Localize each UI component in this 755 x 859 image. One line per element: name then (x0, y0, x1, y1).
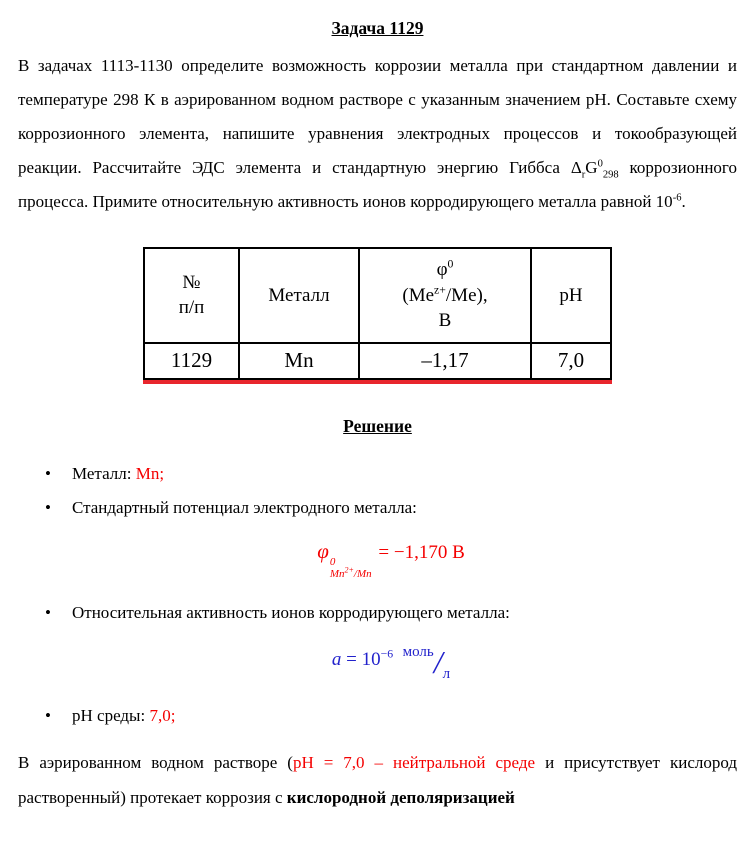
me-charge-superscript: z+ (434, 283, 446, 297)
bullet-ph-text (72, 699, 175, 733)
header-ph: pH (531, 248, 611, 343)
problem-text-start: В задачах 1113-1130 определите возможность коррозии металла при стандартном давлении и температуре 298 К в аэрированном водном растворе с указанным значением pH. Составьте схему коррозионного элемента, напишите уравнения электродных процессов и токообразующей реакции. Рассчитайте ЭДС элемента и стандартную энергию Гиббса Δ (18, 56, 737, 177)
ph-value: 7,0; (149, 706, 176, 726)
conclusion-middle: и присутствует кислород растворенный) протекает коррозия с (18, 753, 738, 808)
metal-label: Металл: (72, 463, 136, 483)
bullet-metal (45, 457, 737, 491)
problem-text-end: . (681, 192, 686, 211)
couple-metal: Mn (329, 568, 345, 581)
conclusion-paragraph (18, 745, 737, 815)
unit-denominator: л (442, 666, 451, 683)
unit-slash: / (433, 644, 443, 681)
header-phi-line (366, 257, 524, 283)
conclusion-ph-note: pH = 7,0 – нейтральной среде (292, 753, 536, 773)
header-volt-line: В (438, 310, 452, 332)
bullet-metal-text (72, 457, 164, 491)
activity-exponent: -6 (672, 192, 682, 204)
table-row (144, 343, 611, 379)
cell-number: 1129 (144, 343, 239, 379)
cell-ph: 7,0 (531, 343, 611, 379)
activity-equals: = 10 (341, 649, 381, 671)
delta-subscript-r: r (581, 169, 586, 181)
header-metal: Металл (239, 248, 359, 343)
conclusion-depolarization: кислородной деполяризацией (286, 788, 515, 808)
bullet-activity (45, 596, 737, 630)
header-number-line1: № (182, 271, 201, 293)
phi-symbol: φ (317, 538, 329, 563)
header-me-line (366, 283, 524, 309)
potential-formula (45, 539, 737, 580)
bullet-ph (45, 699, 737, 733)
bullet-icon: • (45, 706, 51, 726)
metal-value: Mn; (135, 463, 165, 483)
solution-heading: Решение (343, 415, 412, 436)
ph-label: pH среды: (72, 706, 150, 726)
formula-superscript-zero: 0 (329, 555, 336, 568)
problem-table-container (18, 247, 737, 384)
formula-subscript-couple (329, 565, 372, 581)
gibbs-symbol: G (585, 158, 598, 177)
bullet-icon: • (45, 603, 51, 623)
header-number-line2: п/п (178, 297, 205, 319)
phi-superscript: 0 (447, 257, 454, 271)
bullet-icon: • (45, 497, 51, 517)
red-divider (143, 247, 612, 384)
me-close: /Me), (445, 284, 488, 306)
couple-metal-2: /Mn (353, 568, 372, 581)
cell-metal: Mn (239, 343, 359, 379)
phi-symbol: φ (436, 259, 448, 280)
potential-value: = −1,170 В (373, 541, 465, 563)
phi-sup-sub-stack (330, 556, 372, 580)
me-open: (Me (402, 284, 435, 306)
standard-potential-label: Стандартный потенциал электродного металла: (72, 497, 417, 517)
cell-potential: –1,17 (359, 343, 531, 379)
problem-text-middle: коррозионного процесса. Примите относительную активность ионов корродирующего металла равной 10 (18, 158, 737, 211)
problem-table (143, 247, 612, 380)
table-header-row (144, 248, 611, 343)
bullet-icon: • (45, 463, 51, 483)
header-potential (359, 248, 531, 343)
header-number (144, 248, 239, 343)
activity-formula (45, 644, 737, 683)
solution-list (45, 457, 737, 733)
activity-label: Относительная активность ионов корродирующего металла: (72, 603, 510, 623)
conclusion-start: В аэрированном водном растворе ( (18, 753, 293, 773)
problem-statement (18, 49, 737, 219)
activity-exponent: −6 (380, 647, 394, 661)
unit-numerator: моль (402, 644, 434, 661)
gibbs-superscript: 0 (597, 158, 603, 170)
bullet-standard-potential (45, 491, 737, 525)
page-title: Задача 1129 (331, 18, 424, 38)
couple-charge: 2+ (344, 565, 354, 575)
gibbs-subscript: 298 (602, 169, 619, 181)
activity-variable: a (331, 649, 342, 671)
